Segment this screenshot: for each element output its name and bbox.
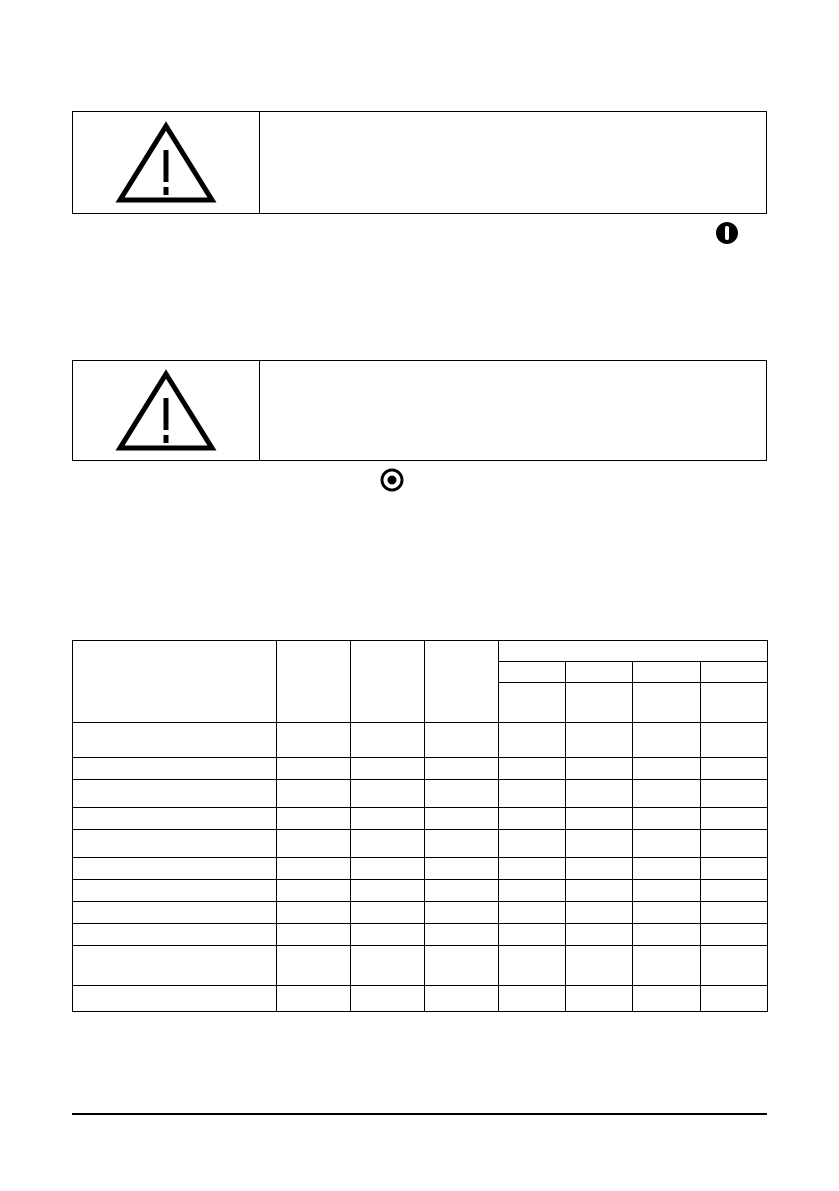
table-cell [277, 902, 351, 924]
table-cell [633, 880, 701, 902]
table-row [73, 986, 768, 1012]
table-cell [425, 808, 499, 830]
table-subheader-cell [701, 662, 768, 683]
table-cell [566, 902, 633, 924]
table-cell [351, 808, 425, 830]
warning-box-2 [72, 360, 767, 461]
table-cell [351, 858, 425, 880]
table-cell [566, 780, 633, 808]
table-cell [499, 808, 566, 830]
table-cell [73, 986, 277, 1012]
table-cell [351, 880, 425, 902]
table-cell [73, 902, 277, 924]
table-cell [499, 880, 566, 902]
table-cell [701, 780, 768, 808]
table-cell [73, 780, 277, 808]
table-cell [73, 880, 277, 902]
table-cell [277, 723, 351, 758]
table-cell [633, 758, 701, 780]
table-cell [73, 924, 277, 946]
table-cell [425, 986, 499, 1012]
table-cell [701, 723, 768, 758]
table-cell [566, 946, 633, 986]
power-button-icon [715, 221, 739, 245]
table-cell [566, 758, 633, 780]
table-cell [499, 758, 566, 780]
table-cell [425, 858, 499, 880]
table-cell [633, 902, 701, 924]
table-row [73, 723, 768, 758]
table-row [73, 924, 768, 946]
table-cell [425, 830, 499, 858]
table-row [73, 858, 768, 880]
table-header-cell [351, 641, 425, 723]
table-subheader-cell [499, 683, 566, 723]
table-cell [633, 986, 701, 1012]
table-cell [351, 780, 425, 808]
warning-box-1 [72, 111, 767, 214]
table-header-row [73, 641, 768, 662]
table-cell [701, 858, 768, 880]
table-cell [566, 924, 633, 946]
table-cell [701, 946, 768, 986]
table-cell [351, 924, 425, 946]
table-cell [277, 780, 351, 808]
table-cell [425, 880, 499, 902]
warning-text-cell [260, 361, 766, 460]
table-cell [701, 924, 768, 946]
table-cell [73, 758, 277, 780]
table-cell [351, 986, 425, 1012]
table-cell [351, 758, 425, 780]
table-cell [351, 946, 425, 986]
table-subheader-cell [633, 683, 701, 723]
table-row [73, 830, 768, 858]
table-cell [351, 902, 425, 924]
table-cell [73, 808, 277, 830]
table-cell [701, 902, 768, 924]
table-cell [566, 808, 633, 830]
table-cell [277, 924, 351, 946]
table-cell [499, 902, 566, 924]
table-header-cell [425, 641, 499, 723]
table-cell [633, 858, 701, 880]
table-row [73, 880, 768, 902]
table-cell [73, 946, 277, 986]
table-header-cell [73, 641, 277, 723]
table-cell [566, 723, 633, 758]
table-cell [425, 723, 499, 758]
table-cell [701, 880, 768, 902]
table-subheader-cell [566, 662, 633, 683]
table-cell [277, 830, 351, 858]
table-cell [633, 946, 701, 986]
table-cell [633, 924, 701, 946]
warning-icon-cell [73, 361, 260, 460]
table-header-cell [277, 641, 351, 723]
table-cell [499, 780, 566, 808]
table-subheader-cell [633, 662, 701, 683]
target-button-icon [380, 468, 404, 492]
table-cell [277, 946, 351, 986]
table-group-header-cell [499, 641, 768, 662]
table-cell [277, 880, 351, 902]
table-cell [277, 986, 351, 1012]
table-cell [425, 758, 499, 780]
table-row [73, 780, 768, 808]
table-cell [277, 858, 351, 880]
table-row [73, 758, 768, 780]
table-cell [499, 830, 566, 858]
warning-triangle-icon [114, 120, 218, 206]
table-cell [351, 723, 425, 758]
table-cell [566, 858, 633, 880]
table-cell [701, 758, 768, 780]
table-cell [499, 924, 566, 946]
table-cell [73, 723, 277, 758]
table-cell [566, 880, 633, 902]
table-subheader-cell [566, 683, 633, 723]
table-cell [633, 780, 701, 808]
table-cell [633, 723, 701, 758]
table-subheader-cell [701, 683, 768, 723]
table-cell [633, 808, 701, 830]
table-cell [701, 808, 768, 830]
warning-text-cell [260, 112, 766, 213]
table-cell [499, 723, 566, 758]
table-row [73, 808, 768, 830]
spec-table [72, 640, 768, 1012]
table-cell [701, 830, 768, 858]
table-cell [425, 902, 499, 924]
warning-icon-cell [73, 112, 260, 213]
table-cell [499, 946, 566, 986]
table-subheader-cell [499, 662, 566, 683]
table-cell [566, 830, 633, 858]
table-cell [633, 830, 701, 858]
footer-rule [72, 1113, 767, 1115]
table-cell [73, 830, 277, 858]
warning-triangle-icon [114, 368, 218, 454]
table-cell [425, 780, 499, 808]
table-cell [499, 858, 566, 880]
table-cell [701, 986, 768, 1012]
table-body [73, 723, 768, 1012]
table-cell [425, 946, 499, 986]
table-cell [351, 830, 425, 858]
table-cell [73, 858, 277, 880]
table-cell [277, 758, 351, 780]
table-cell [499, 986, 566, 1012]
table-cell [425, 924, 499, 946]
table-cell [566, 986, 633, 1012]
table-row [73, 946, 768, 986]
table-row [73, 902, 768, 924]
table-cell [277, 808, 351, 830]
